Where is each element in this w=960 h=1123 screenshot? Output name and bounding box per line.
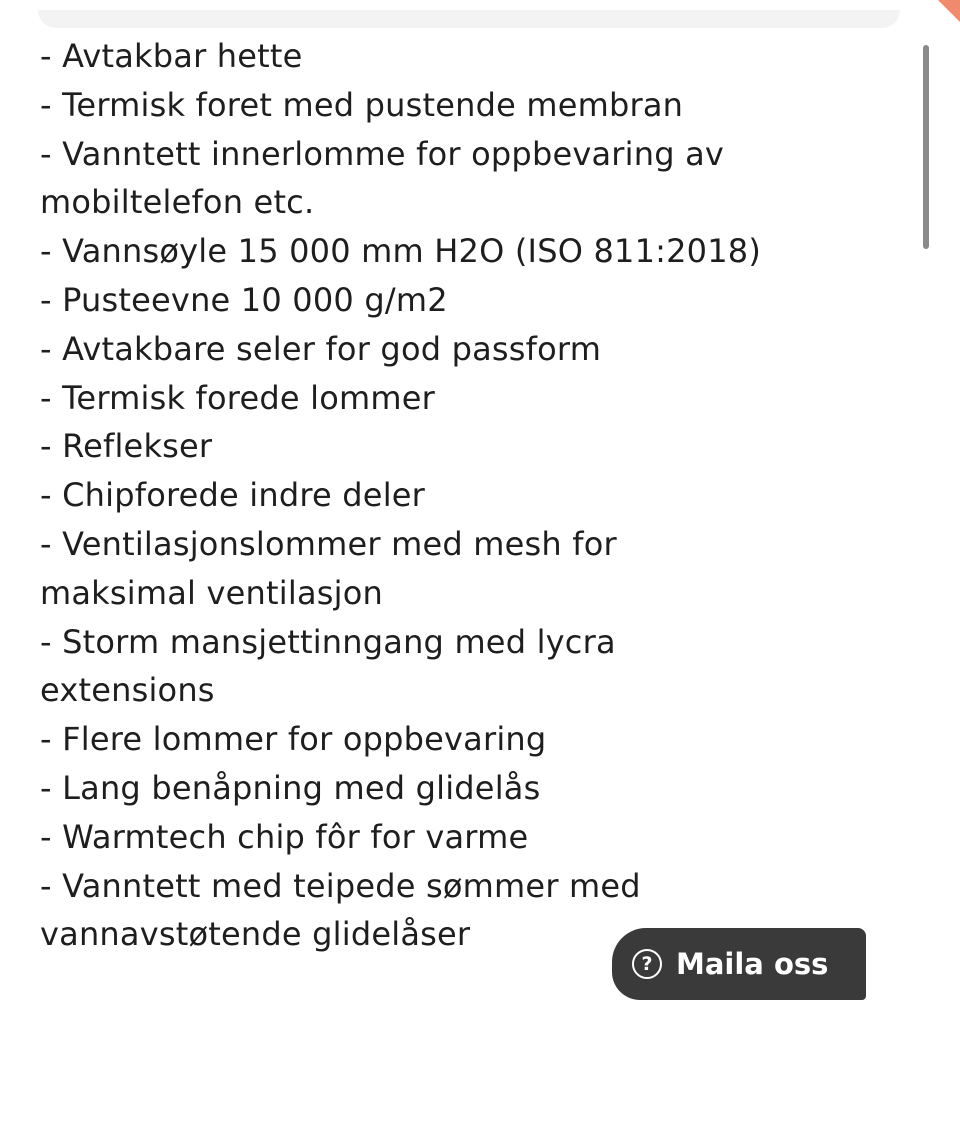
feature-line: - Vanntett med teipede sømmer med	[40, 866, 641, 905]
top-panel-edge	[38, 10, 900, 28]
mail-us-button[interactable]	[612, 928, 866, 1000]
product-feature-list	[40, 32, 920, 959]
feature-line: - Termisk foret med pustende membran	[40, 85, 684, 124]
feature-line: - Reflekser	[40, 427, 213, 466]
feature-line: - Warmtech chip fôr for varme	[40, 817, 529, 856]
feature-line: extensions	[40, 671, 215, 710]
feature-line: - Avtakbare seler for god passform	[40, 329, 602, 368]
feature-line: vannavstøtende glidelåser	[40, 915, 471, 954]
feature-line: - Storm mansjettinngang med lycra	[40, 622, 616, 661]
feature-line: maksimal ventilasjon	[40, 573, 383, 612]
feature-line: - Ventilasjonslommer med mesh for	[40, 524, 617, 563]
feature-line: - Avtakbar hette	[40, 37, 303, 75]
help-question-icon: ?	[632, 949, 662, 979]
feature-line: mobiltelefon etc.	[40, 183, 315, 222]
feature-line: - Termisk forede lommer	[40, 378, 435, 417]
feature-line: - Lang benåpning med glidelås	[40, 768, 541, 807]
feature-line: - Chipforede indre deler	[40, 476, 426, 515]
feature-line: - Pusteevne 10 000 g/m2	[40, 280, 448, 319]
corner-accent	[938, 0, 960, 22]
mail-us-label: Maila oss	[676, 947, 829, 981]
scrollbar[interactable]	[923, 45, 929, 249]
feature-line: - Vannsøyle 15 000 mm H2O (ISO 811:2018)	[40, 232, 762, 271]
feature-line: - Vanntett innerlomme for oppbevaring av	[40, 134, 725, 173]
feature-line: - Flere lommer for oppbevaring	[40, 720, 547, 759]
